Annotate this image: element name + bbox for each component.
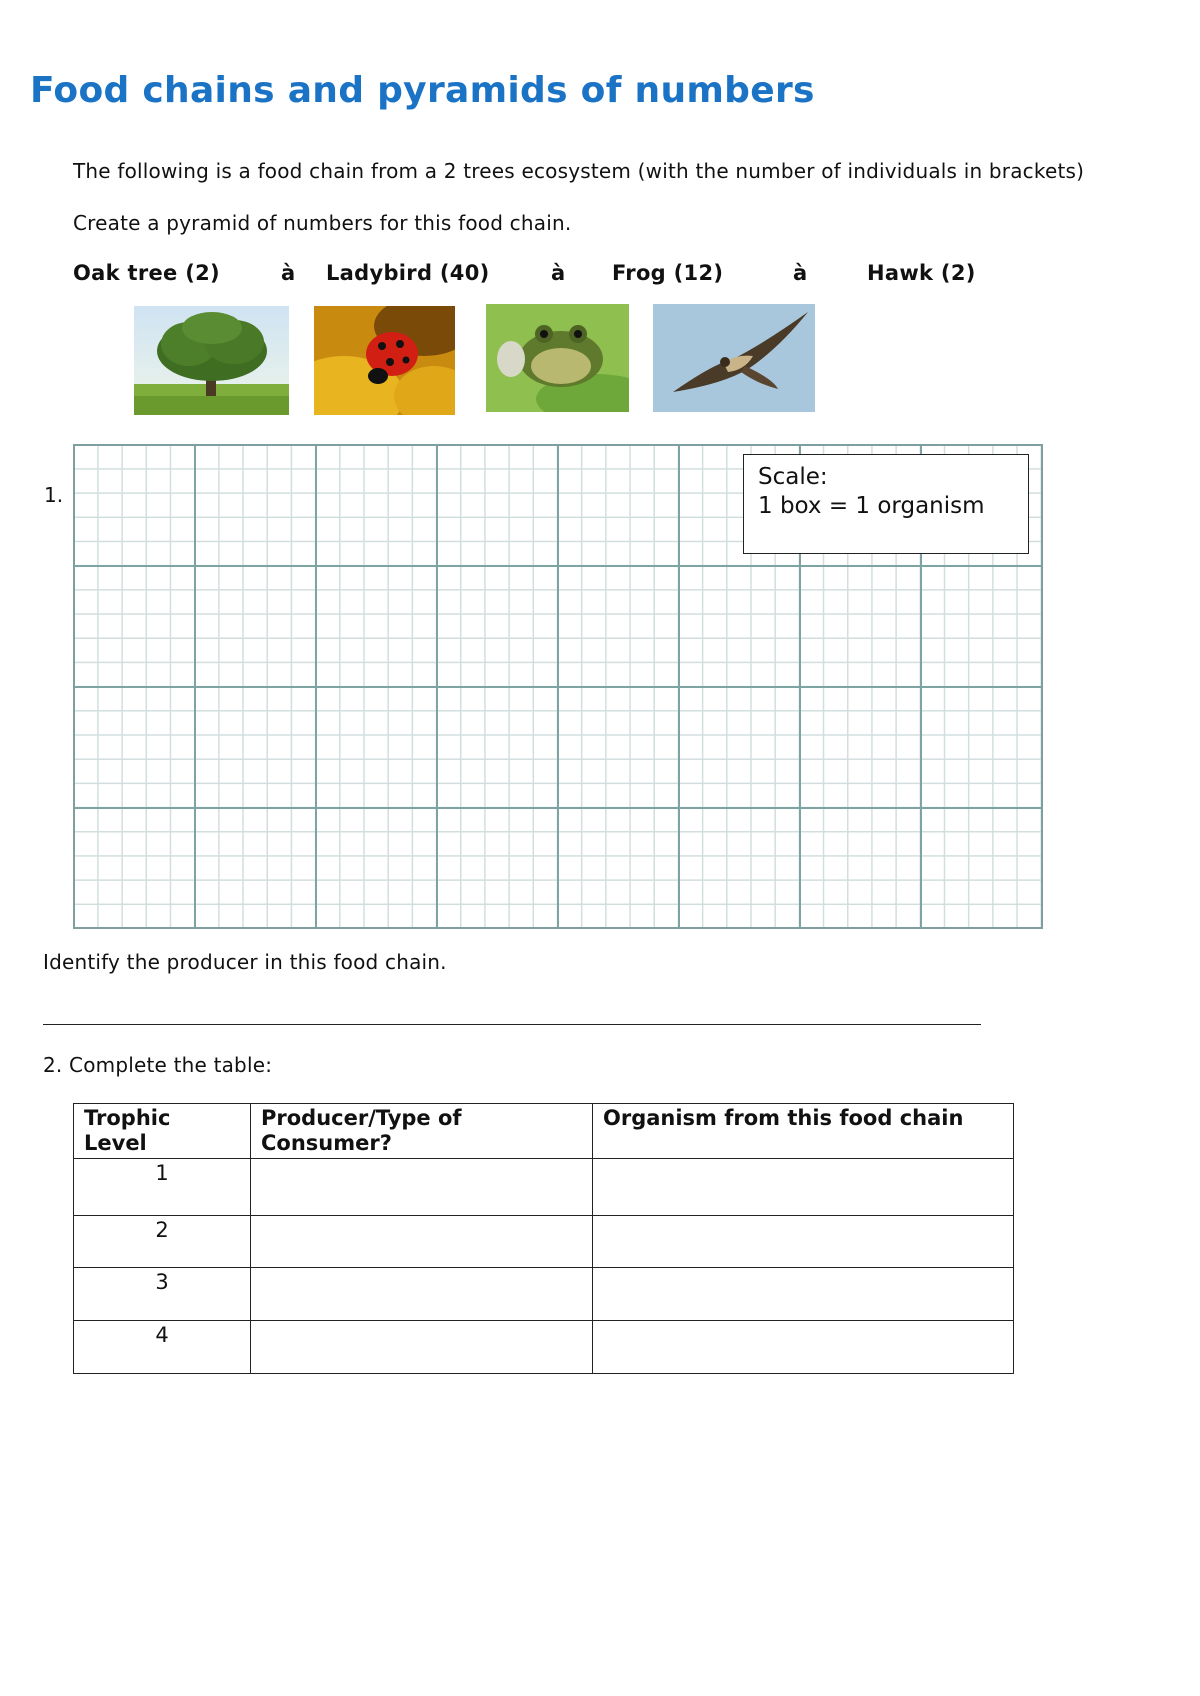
chain-item-frog: Frog (12) bbox=[612, 261, 724, 285]
trophic-level-cell: 4 bbox=[74, 1321, 251, 1374]
instruction-text: Create a pyramid of numbers for this food chain. bbox=[73, 211, 572, 235]
chain-item-oak-tree: Oak tree (2) bbox=[73, 261, 220, 285]
chain-arrow: à bbox=[281, 261, 296, 285]
type-answer-cell[interactable] bbox=[251, 1268, 593, 1321]
trophic-level-cell: 2 bbox=[74, 1216, 251, 1268]
type-answer-cell[interactable] bbox=[251, 1216, 593, 1268]
hawk-image bbox=[653, 304, 815, 412]
header-producer-type: Producer/Type of Consumer? bbox=[251, 1104, 593, 1159]
page-title: Food chains and pyramids of numbers bbox=[30, 70, 815, 111]
organism-answer-cell[interactable] bbox=[593, 1321, 1014, 1374]
header-organism: Organism from this food chain bbox=[593, 1104, 1014, 1159]
identify-prompt: Identify the producer in this food chain. bbox=[43, 950, 447, 974]
chain-item-ladybird: Ladybird (40) bbox=[326, 261, 490, 285]
frog-image bbox=[486, 304, 629, 412]
organism-answer-cell[interactable] bbox=[593, 1159, 1014, 1216]
intro-text: The following is a food chain from a 2 trees ecosystem (with the number of individuals in brackets) bbox=[73, 159, 1085, 183]
type-answer-cell[interactable] bbox=[251, 1321, 593, 1374]
question-number: 1. bbox=[44, 483, 64, 507]
trophic-level-cell: 1 bbox=[74, 1159, 251, 1216]
chain-item-hawk: Hawk (2) bbox=[867, 261, 976, 285]
organism-answer-cell[interactable] bbox=[593, 1216, 1014, 1268]
scale-title: Scale: bbox=[758, 464, 828, 490]
chain-arrow: à bbox=[551, 261, 566, 285]
ladybird-image bbox=[314, 306, 455, 415]
header-trophic-level: Trophic Level bbox=[74, 1104, 251, 1159]
oak-tree-image bbox=[134, 306, 289, 415]
trophic-level-cell: 3 bbox=[74, 1268, 251, 1321]
scale-text: 1 box = 1 organism bbox=[758, 493, 985, 519]
type-answer-cell[interactable] bbox=[251, 1159, 593, 1216]
question2-prompt: 2. Complete the table: bbox=[43, 1053, 273, 1077]
organism-answer-cell[interactable] bbox=[593, 1268, 1014, 1321]
answer-line[interactable] bbox=[43, 1024, 981, 1025]
trophic-table bbox=[73, 1103, 1014, 1374]
scale-box bbox=[743, 454, 1029, 554]
chain-arrow: à bbox=[793, 261, 808, 285]
